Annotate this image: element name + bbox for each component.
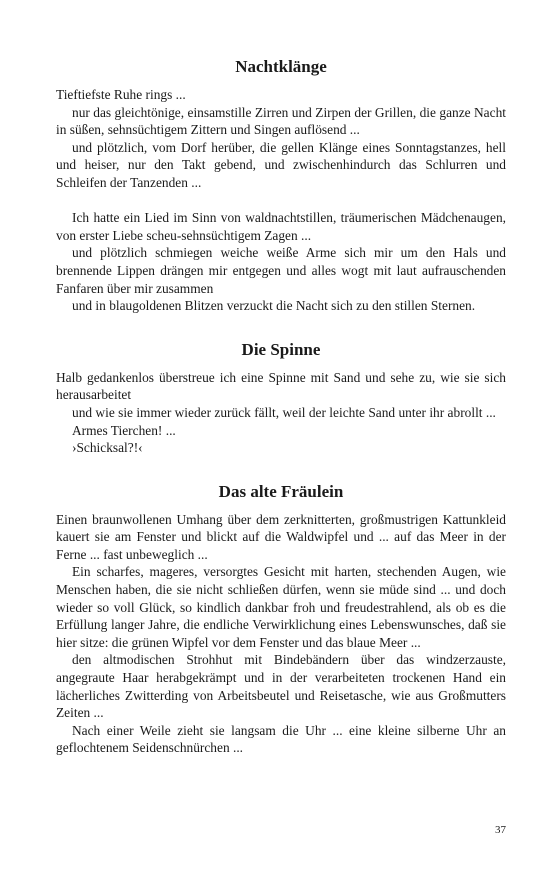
- section-title-nachtklaenge: Nachtklänge: [235, 57, 327, 76]
- paragraph: Armes Tierchen! ...: [72, 422, 176, 438]
- paragraph-gap: [56, 192, 506, 210]
- book-page: [56, 0, 506, 757]
- paragraph: und in blaugoldenen Blitzen verzuckt die Nacht sich zu den stillen Sternen.: [72, 298, 476, 314]
- paragraph: Einen braunwollenen Umhang über dem zerknitterten, großmustrigen Kattunkleid kauert sie am Fenster und blickt auf die Waldwipfel und ... auf das Meer in der Ferne ... fast unbeweglich ...: [56, 511, 506, 562]
- section-body-nachtklaenge: [56, 86, 506, 315]
- section-body-die-spinne: [56, 369, 506, 457]
- paragraph: und wie sie immer wieder zurück fällt, weil der leichte Sand unter ihr abrollt ...: [72, 404, 496, 420]
- paragraph: Nach einer Weile zieht sie langsam die Uhr ... eine kleine silberne Uhr an geflochtenem Seidenschnürchen ...: [56, 722, 506, 756]
- paragraph: und plötzlich, vom Dorf herüber, die gellen Klänge eines Sonntagstanzes, hell und heiser, nur den Takt gebend, und zwischenhindurch das Schlurren und Schleifen der Tanzenden ...: [56, 139, 506, 190]
- paragraph: Tieftiefste Ruhe rings ...: [56, 87, 186, 102]
- paragraph: nur das gleichtönige, einsamstille Zirren und Zirpen der Grillen, die ganze Nacht in süßen, sehnsüchtigem Zittern und Singen auflösend ...: [56, 104, 506, 138]
- section-title-die-spinne: Die Spinne: [241, 339, 321, 359]
- section-title-das-alte-fraeulein: Das alte Fräulein: [218, 481, 344, 501]
- page-number: 37: [495, 824, 506, 836]
- paragraph: den altmodischen Strohhut mit Bindebändern über das windzerzauste, angegraute Haar herabgekrämpt und in der verarbeiteten trockenen Hand ein lächerliches Zwitterding von Arbeitsbeutel und Reisetasche, wie aus Großmutters Zeiten ...: [56, 652, 506, 721]
- paragraph: Halb gedankenlos überstreue ich eine Spinne mit Sand und sehe zu, wie sie sich herausarbeitet: [56, 369, 506, 403]
- paragraph: Ein scharfes, mageres, versorgtes Gesicht mit harten, stechenden Augen, wie Menschen haben, die sie nicht schließen dürfen, wenn sie müde sind ... und doch wieder so voll Glück, so kindlich dankbar froh und freudestrahlend, als ob es die Erfüllung langer Jahre, die endliche Verwirklichung eines Lebenswunsches, daß sie hier sitze: die grünen Wipfel vor dem Fenster und das blaue Meer ...: [56, 564, 506, 650]
- paragraph: und plötzlich schmiegen weiche weiße Arme sich mir um den Hals und brennende Lippen drängen mir entgegen und alles wogt mit laut aufrauschenden Fanfaren über mir zusammen: [56, 245, 506, 296]
- section-body-das-alte-fraeulein: [56, 511, 506, 757]
- paragraph: Ich hatte ein Lied im Sinn von waldnachtstillen, träumerischen Mädchenaugen, von erster Liebe scheu-sehnsüchtigem Zagen ...: [56, 210, 506, 243]
- paragraph: ›Schicksal?!‹: [72, 440, 143, 456]
